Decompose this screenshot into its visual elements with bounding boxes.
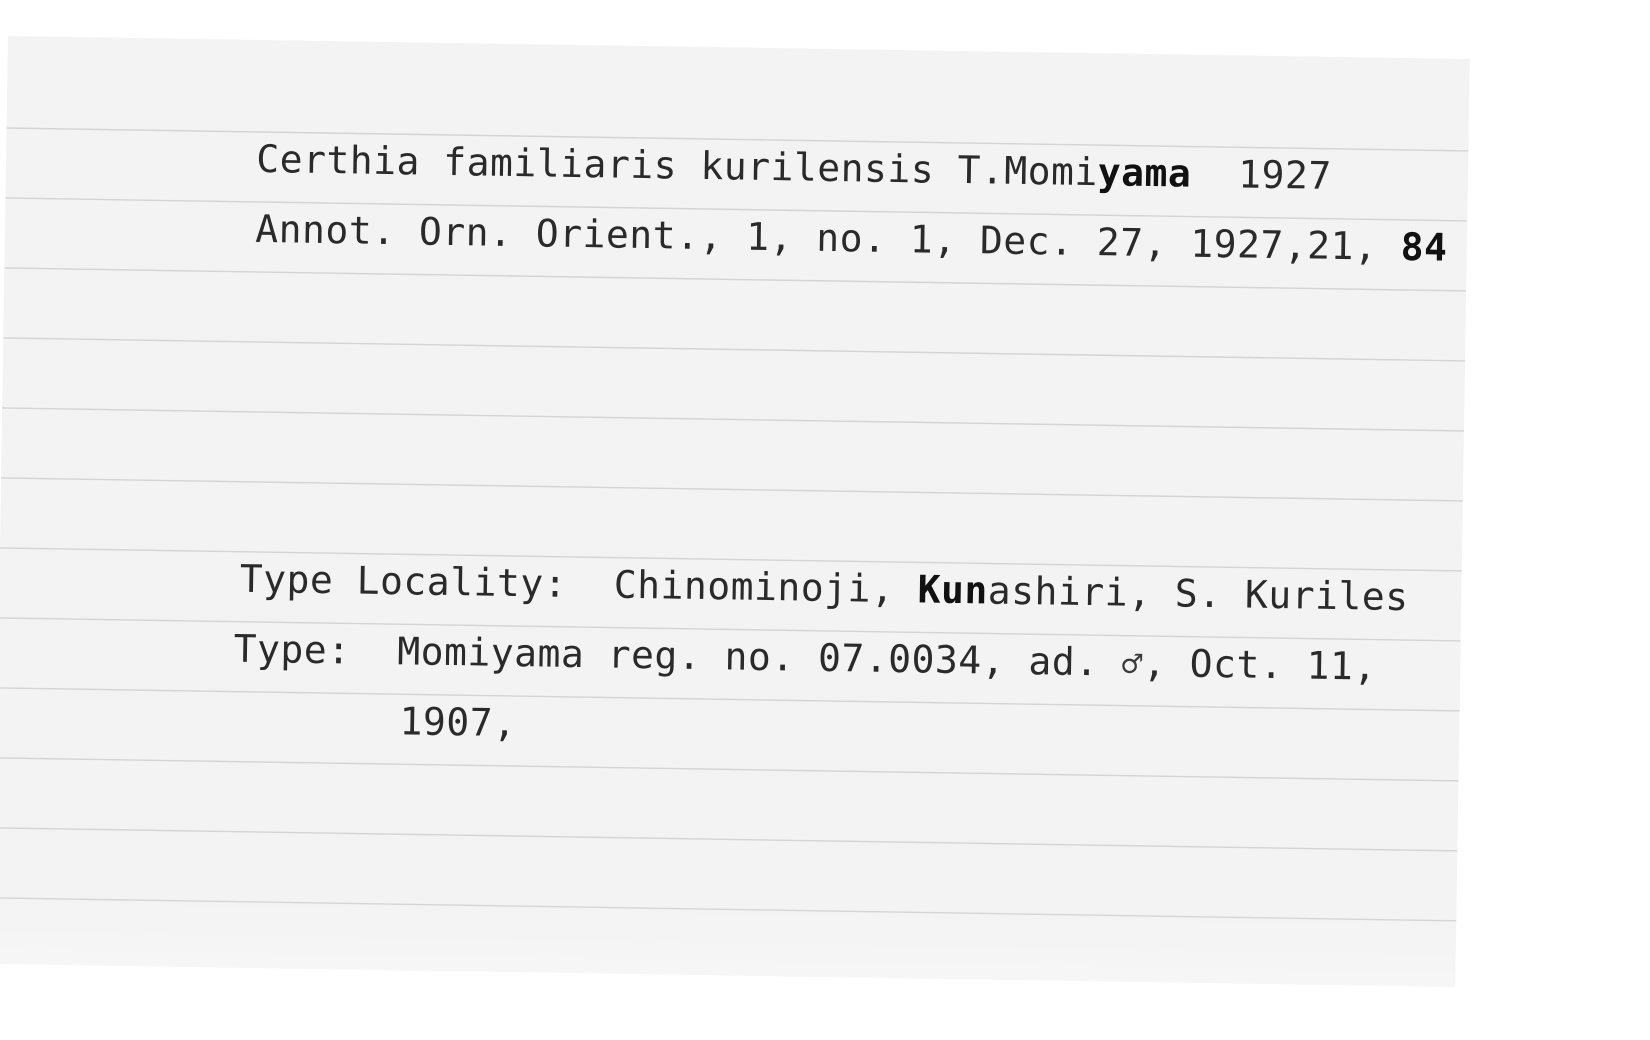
type-locality-label: Type Locality: — [239, 556, 568, 606]
locality-bold: Kun — [917, 567, 989, 613]
page-number-bold: 84 — [1400, 224, 1448, 270]
taxon-author-bold: yama — [1097, 150, 1192, 196]
type-specimen-text: Momiyama reg. no. 07.0034, ad. — [396, 629, 1099, 685]
publication-reference: Annot. Orn. Orient., 1, no. 1, Dec. 27, 1927,21, — [254, 206, 1378, 269]
type-year-line — [258, 662, 517, 780]
type-year: 1907, — [399, 699, 517, 746]
spacer — [1098, 640, 1122, 684]
type-date: , Oct. 11, — [1142, 640, 1378, 689]
citation-line-2 — [114, 170, 1448, 305]
spacer — [1377, 225, 1401, 269]
taxon-year: 1927 — [1237, 152, 1333, 198]
male-symbol: ♂ — [1121, 644, 1144, 685]
locality-prefix: Chinominoji, — [613, 562, 895, 611]
type-label: Type: — [233, 626, 351, 673]
taxon-name: Certhia familiaris kurilensis T.Momi — [256, 136, 1099, 195]
locality-rest: ashiri, S. Kuriles — [987, 568, 1409, 620]
index-card — [0, 36, 1470, 987]
